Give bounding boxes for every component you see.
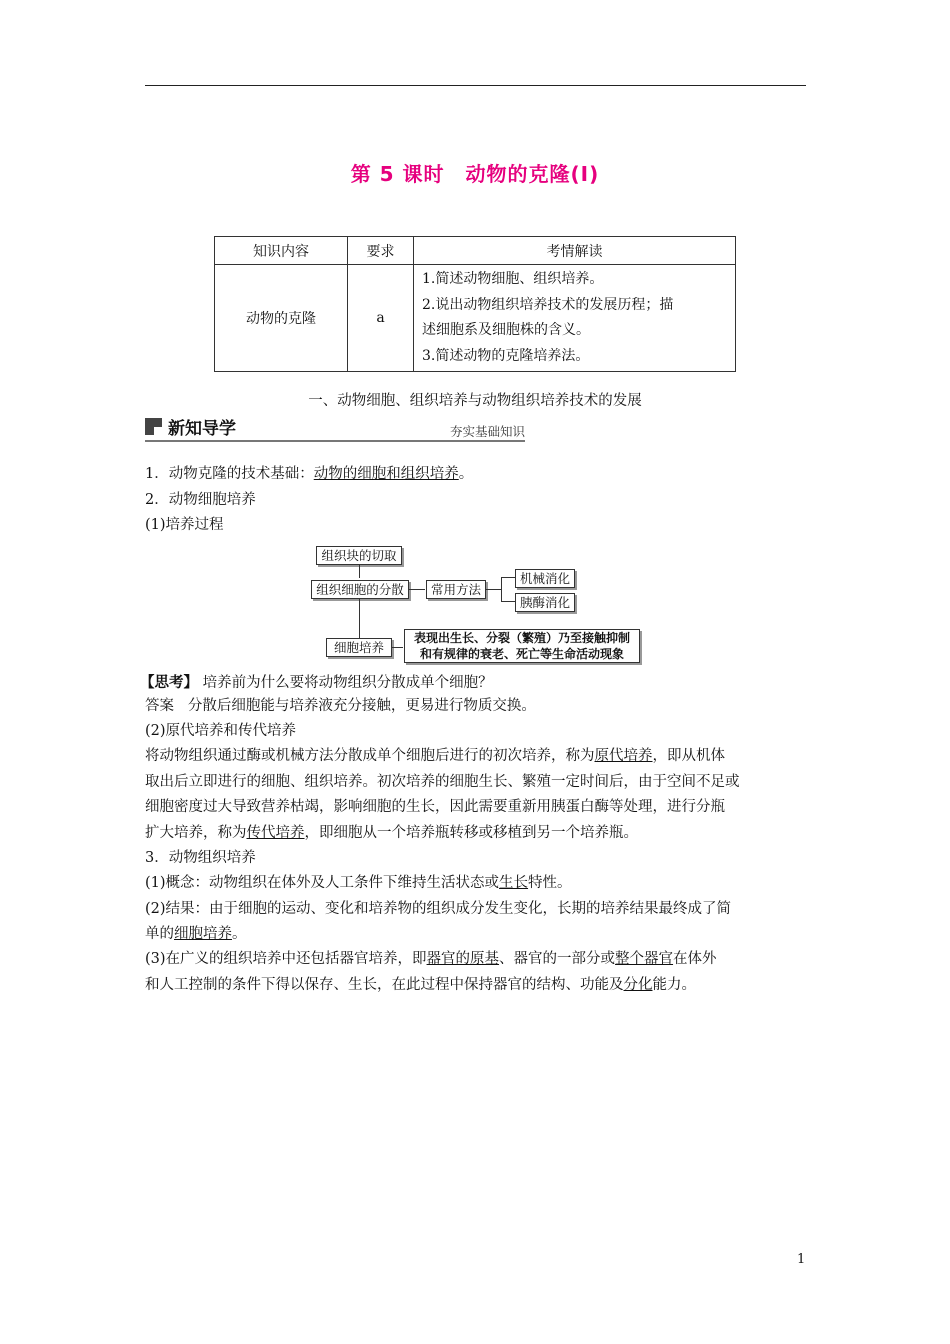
paragraph: 3．动物组织培养 xyxy=(145,850,256,866)
connector xyxy=(359,598,360,638)
paragraph: 细胞密度过大导致营养枯竭，影响细胞的生长，因此需要重新用胰蛋白酶等处理，进行分瓶 xyxy=(145,799,725,815)
table-cell-requirement: a xyxy=(348,265,414,372)
paragraph: 单的细胞培养。 xyxy=(145,926,247,942)
connector xyxy=(359,564,360,578)
table-header: 要求 xyxy=(348,237,414,265)
connector xyxy=(501,601,515,602)
paragraph: (3)在广义的组织培养中还包括器官培养，即器官的原基、器官的一部分或整个器官在体外 xyxy=(145,951,717,967)
table-cell-notes xyxy=(414,265,736,372)
banner-subtitle: 夯实基础知识 xyxy=(449,424,525,439)
flow-step-disperse: 组织细胞的分散 xyxy=(311,580,409,599)
think-question: 【思考】 培养前为什么要将动物组织分散成单个细胞？ xyxy=(140,674,493,691)
note-line: 2.说出动物组织培养技术的发展历程；描 xyxy=(422,296,674,313)
answer: 答案 分散后细胞能与培养液充分接触，更易进行物质交换。 xyxy=(145,698,536,714)
flow-step-culture: 细胞培养 xyxy=(326,638,392,657)
section-heading: 一、动物细胞、组织培养与动物组织培养技术的发展 xyxy=(308,393,642,409)
table-header: 考情解读 xyxy=(414,237,736,265)
paragraph: (2)原代培养和传代培养 xyxy=(145,723,297,739)
banner-rule xyxy=(145,440,525,442)
connector xyxy=(501,577,502,601)
flow-method: 常用方法 xyxy=(426,580,486,599)
page-title: 第 5 课时 动物的克隆(Ⅰ) xyxy=(350,162,600,186)
flow-result-line: 和有规律的衰老、死亡等生命活动现象 xyxy=(419,647,624,661)
connector xyxy=(408,589,425,590)
flow-method-trypsin: 胰酶消化 xyxy=(515,593,575,612)
flow-result-line: 表现出生长、分裂（繁殖）乃至接触抑制 xyxy=(413,631,630,645)
paragraph: 1．动物克隆的技术基础：动物的细胞和组织培养。 xyxy=(145,466,474,482)
paragraph: 和人工控制的条件下得以保存、生长，在此过程中保持器官的结构、功能及分化能力。 xyxy=(145,977,696,993)
flow-step-cut: 组织块的切取 xyxy=(316,546,402,565)
paragraph: 取出后立即进行的细胞、组织培养。初次培养的细胞生长、繁殖一定时间后，由于空间不足或 xyxy=(145,774,740,790)
table-cell-content: 动物的克隆 xyxy=(215,265,348,372)
connector xyxy=(391,647,403,648)
flow-method-mechanical: 机械消化 xyxy=(515,569,575,588)
paragraph: 扩大培养，称为传代培养，即细胞从一个培养瓶转移或移植到另一个培养瓶。 xyxy=(145,825,638,841)
requirements-table xyxy=(214,236,736,372)
paragraph: 2．动物细胞培养 xyxy=(145,492,256,508)
table-header: 知识内容 xyxy=(215,237,348,265)
paragraph: (2)结果：由于细胞的运动、变化和培养物的组织成分发生变化，长期的培养结果最终成了简 xyxy=(145,901,732,917)
note-line: 1.简述动物细胞、组织培养。 xyxy=(422,271,604,287)
banner xyxy=(145,414,525,444)
connector xyxy=(485,589,501,590)
banner-square-inner xyxy=(154,427,162,435)
connector xyxy=(501,577,515,578)
paragraph: 将动物组织通过酶或机械方法分散成单个细胞后进行的初次培养，称为原代培养，即从机体 xyxy=(145,748,725,764)
paragraph: (1)概念：动物组织在体外及人工条件下维持生活状态或生长特性。 xyxy=(145,875,572,891)
note-line: 述细胞系及细胞株的含义。 xyxy=(422,322,590,338)
paragraph: (1)培养过程 xyxy=(145,517,224,533)
note-line: 3.简述动物的克隆培养法。 xyxy=(422,347,590,364)
top-rule xyxy=(145,85,806,86)
banner-title: 新知导学 xyxy=(168,419,236,439)
flow-result xyxy=(404,629,640,663)
page-number: 1 xyxy=(797,1252,806,1267)
